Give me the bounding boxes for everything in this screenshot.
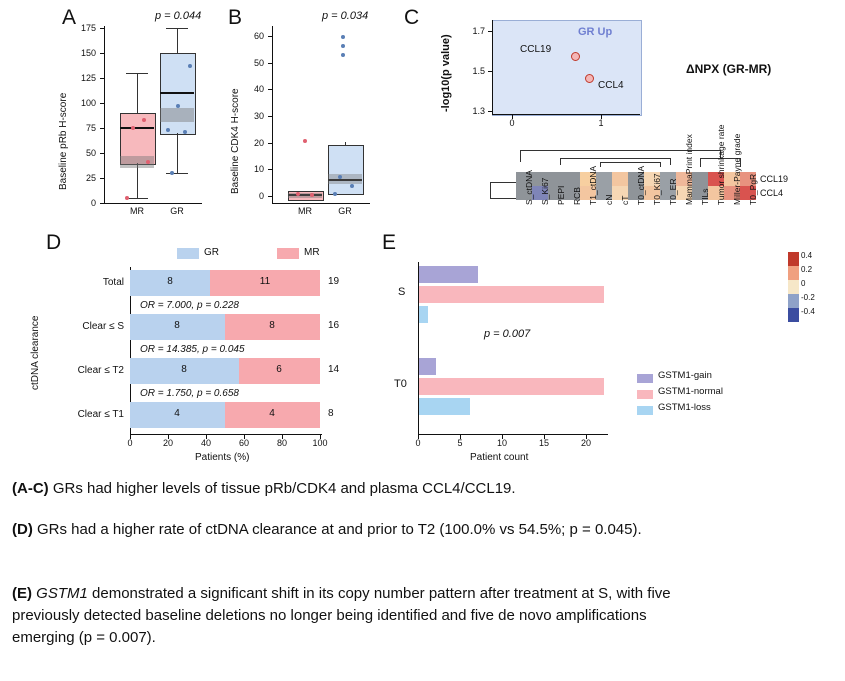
whisker-cap bbox=[126, 198, 148, 199]
colorbar-label-3: -0.2 bbox=[801, 293, 815, 302]
panel-e-legend-label-loss: GSTM1-loss bbox=[658, 402, 711, 413]
panel-d-count-gr-3: 4 bbox=[174, 408, 180, 419]
caption-paragraph-1 bbox=[12, 478, 712, 500]
panel-c-ytick-1: 1.5 bbox=[472, 66, 485, 76]
heatmap-row-ccl19: CCL19 bbox=[760, 174, 789, 184]
panel-a-ytick-2: 50 bbox=[85, 148, 96, 158]
panel-b-ytick-6: 60 bbox=[253, 31, 264, 41]
data-point bbox=[350, 184, 354, 188]
panel-a-ytick-6: 150 bbox=[80, 48, 96, 58]
panel-d-rowlabel-0: Total bbox=[102, 277, 124, 288]
panel-c-gr-up-label: GR Up bbox=[578, 26, 613, 38]
colorbar-swatch bbox=[788, 280, 799, 294]
panel-b-ytick-2: 20 bbox=[253, 138, 264, 148]
outlier-point bbox=[341, 44, 345, 48]
panel-d-xlabel: Patients (%) bbox=[195, 452, 250, 463]
caption-2-text: GRs had a higher rate of ctDNA clearance at and prior to T2 (100.0% vs 54.5%; p = 0.045). bbox=[32, 521, 642, 538]
data-point bbox=[176, 104, 180, 108]
whisker bbox=[177, 28, 178, 53]
caption-3-italic: GSTM1 bbox=[32, 585, 88, 602]
panel-b-box-gr bbox=[328, 145, 364, 195]
tick bbox=[268, 36, 272, 37]
panel-a-ytick-1: 25 bbox=[85, 173, 96, 183]
panel-d-legend-swatch-gr bbox=[177, 248, 199, 259]
panel-e-legend-swatch-normal bbox=[637, 390, 653, 399]
panel-e-xtick-0: 0 bbox=[415, 438, 421, 448]
tick bbox=[100, 78, 104, 79]
panel-b-ytick-3: 30 bbox=[253, 111, 264, 121]
panel-d-total-2: 14 bbox=[328, 364, 340, 375]
tick bbox=[268, 63, 272, 64]
panel-letter-d: D bbox=[46, 231, 62, 254]
panel-d-legend-label-mr: MR bbox=[304, 247, 320, 258]
panel-a-xaxis bbox=[104, 203, 202, 204]
panel-letter-b: B bbox=[228, 6, 243, 29]
colorbar-swatch bbox=[788, 308, 799, 322]
tick bbox=[100, 103, 104, 104]
tick bbox=[100, 153, 104, 154]
panel-c-yaxis bbox=[492, 20, 493, 114]
panel-e-bar-t0-loss bbox=[419, 398, 470, 415]
panel-a-ytick-5: 125 bbox=[80, 73, 96, 83]
colorbar-label-2: 0 bbox=[801, 279, 806, 288]
heatmap-col-5: cN bbox=[604, 194, 614, 205]
panel-d-stat-1: OR = 7.000, p = 0.228 bbox=[140, 300, 239, 311]
tick bbox=[268, 169, 272, 170]
panel-e-legend-label-normal: GSTM1-normal bbox=[658, 386, 723, 397]
caption-3-text: demonstrated a significant shift in its copy number pattern after treatment at S, with five previously detected baseline deletions no longer being identified and five de novo amplifications emerging (p = 0.007). bbox=[12, 585, 671, 646]
panel-a-pvalue: p = 0.044 bbox=[155, 10, 202, 22]
panel-d-total-0: 19 bbox=[328, 276, 340, 287]
data-point bbox=[125, 196, 129, 200]
panel-b-ci-gr bbox=[328, 174, 362, 184]
data-point bbox=[131, 126, 135, 130]
panel-e-legend-swatch-loss bbox=[637, 406, 653, 415]
caption-2-bold: (D) bbox=[12, 521, 33, 538]
panel-d-count-mr-2: 6 bbox=[276, 364, 282, 375]
panel-b-xtick-mr: MR bbox=[298, 206, 312, 216]
whisker-cap bbox=[166, 28, 188, 29]
panel-d-count-mr-3: 4 bbox=[269, 408, 275, 419]
heatmap-col-9: T0_ER bbox=[668, 178, 678, 205]
panel-b-ci-mr bbox=[288, 193, 322, 198]
outlier-point bbox=[341, 53, 345, 57]
panel-e-group-label-s: S bbox=[398, 286, 406, 298]
panel-d-xaxis bbox=[130, 434, 322, 435]
panel-e-pvalue: p = 0.007 bbox=[484, 328, 531, 340]
panel-e-xlabel: Patient count bbox=[470, 452, 529, 463]
data-point bbox=[333, 192, 337, 196]
heatmap-row-ccl4: CCL4 bbox=[760, 188, 784, 198]
panel-c-ytick-0: 1.3 bbox=[472, 106, 485, 116]
panel-e-bar-s-gain bbox=[419, 266, 478, 283]
panel-b-pvalue: p = 0.034 bbox=[322, 10, 369, 22]
panel-d-xtick-5: 100 bbox=[312, 438, 328, 448]
heatmap-col-7: T0_ctDNA bbox=[636, 165, 646, 205]
tick bbox=[268, 143, 272, 144]
panel-e-xtick-1: 5 bbox=[457, 438, 463, 448]
median-line bbox=[160, 92, 194, 94]
panel-d-xtick-3: 60 bbox=[238, 438, 249, 448]
panel-d-count-mr-0: 11 bbox=[259, 276, 271, 287]
heatmap-col-10: MammaPrint index bbox=[684, 134, 694, 205]
panel-e-bar-s-loss bbox=[419, 306, 428, 323]
tick bbox=[100, 53, 104, 54]
panel-e-xtick-2: 10 bbox=[496, 438, 507, 448]
heatmap-col-13: Miller-Payne grade bbox=[732, 133, 742, 205]
colorbar-label-4: -0.4 bbox=[801, 307, 815, 316]
tick bbox=[488, 71, 492, 72]
caption-3-bold: (E) bbox=[12, 585, 32, 602]
panel-d-total-3: 8 bbox=[328, 408, 334, 419]
panel-a-ci-gr bbox=[160, 108, 194, 122]
panel-letter-e: E bbox=[382, 231, 397, 254]
panel-b-ytick-4: 40 bbox=[253, 84, 264, 94]
panel-b-xtick-gr: GR bbox=[338, 206, 352, 216]
panel-c-ytick-2: 1.7 bbox=[472, 26, 485, 36]
panel-d-rowlabel-3: Clear ≤ T1 bbox=[77, 409, 124, 420]
panel-c-ylabel: -log10(p value) bbox=[440, 34, 452, 112]
tick bbox=[100, 128, 104, 129]
panel-d-ylabel: ctDNA clearance bbox=[30, 315, 41, 390]
tick bbox=[268, 196, 272, 197]
panel-e-legend-swatch-gain bbox=[637, 374, 653, 383]
panel-d-xtick-0: 0 bbox=[127, 438, 133, 448]
data-point bbox=[338, 175, 342, 179]
panel-c-xaxis bbox=[492, 114, 640, 115]
panel-d-xtick-1: 20 bbox=[162, 438, 173, 448]
colorbar-swatch bbox=[788, 294, 799, 308]
colorbar-label-1: 0.2 bbox=[801, 265, 813, 274]
panel-c-label-ccl4: CCL4 bbox=[598, 80, 624, 91]
panel-d-xtick-2: 40 bbox=[200, 438, 211, 448]
panel-e-group-label-t0: T0 bbox=[394, 378, 407, 390]
colorbar-swatch bbox=[788, 266, 799, 280]
panel-e-xtick-4: 20 bbox=[580, 438, 591, 448]
panel-a-yaxis bbox=[104, 26, 105, 203]
heatmap-col-11: TILs bbox=[700, 188, 710, 205]
panel-a-ytick-4: 100 bbox=[80, 98, 96, 108]
panel-a-xtick-gr: GR bbox=[170, 206, 184, 216]
panel-d-rowlabel-2: Clear ≤ T2 bbox=[77, 365, 124, 376]
panel-b-ylabel: Baseline CDK4 H-score bbox=[230, 88, 241, 194]
panel-c-title: ΔNPX (GR-MR) bbox=[686, 62, 772, 76]
colorbar-swatch bbox=[788, 252, 799, 266]
whisker bbox=[345, 142, 346, 145]
panel-c-label-ccl19: CCL19 bbox=[520, 44, 552, 55]
panel-c-point-ccl19 bbox=[571, 52, 580, 61]
panel-c-plot-region bbox=[492, 20, 642, 116]
data-point bbox=[142, 118, 146, 122]
tick bbox=[488, 111, 492, 112]
panel-c-xtick-1: 1 bbox=[598, 118, 604, 128]
panel-d-legend-swatch-mr bbox=[277, 248, 299, 259]
heatmap-col-2: PEPI bbox=[556, 185, 566, 205]
heatmap-col-6: cT bbox=[620, 195, 630, 205]
heatmap-col-12: Tumor shrinkage rate bbox=[716, 124, 726, 205]
data-point bbox=[166, 128, 170, 132]
heatmap-col-1: S_Ki67 bbox=[540, 177, 550, 205]
caption-1-text: GRs had higher levels of tissue pRb/CDK4 and plasma CCL4/CCL19. bbox=[48, 480, 516, 497]
whisker bbox=[137, 73, 138, 113]
panel-d-count-gr-1: 8 bbox=[174, 320, 180, 331]
heatmap-col-4: T1_ctDNA bbox=[588, 165, 598, 205]
panel-d-total-1: 16 bbox=[328, 320, 340, 331]
panel-d-count-mr-1: 8 bbox=[269, 320, 275, 331]
heatmap-col-8: T0_Ki67 bbox=[652, 173, 662, 205]
panel-d-count-gr-0: 8 bbox=[167, 276, 173, 287]
panel-letter-a: A bbox=[62, 6, 77, 29]
panel-c-point-ccl4 bbox=[585, 74, 594, 83]
panel-a-ylabel: Baseline pRb H-score bbox=[58, 92, 69, 190]
panel-d-xtick-4: 80 bbox=[276, 438, 287, 448]
panel-b-ytick-1: 10 bbox=[253, 164, 264, 174]
panel-letter-c: C bbox=[404, 6, 420, 29]
panel-e-xtick-3: 15 bbox=[538, 438, 549, 448]
panel-e-bar-t0-gain bbox=[419, 358, 436, 375]
heatmap-col-14: T0_PgR bbox=[748, 173, 758, 205]
whisker bbox=[177, 133, 178, 173]
tick bbox=[268, 89, 272, 90]
tick bbox=[100, 28, 104, 29]
panel-d-stat-2: OR = 14.385, p = 0.045 bbox=[140, 344, 245, 355]
panel-b-ytick-0: 0 bbox=[258, 191, 264, 201]
panel-e-legend-label-gain: GSTM1-gain bbox=[658, 370, 712, 381]
tick bbox=[100, 178, 104, 179]
outlier-point bbox=[341, 35, 345, 39]
outlier-point bbox=[303, 139, 307, 143]
panel-a-ytick-0: 0 bbox=[90, 198, 96, 208]
panel-e-bar-t0-normal bbox=[419, 378, 604, 395]
data-point bbox=[188, 64, 192, 68]
whisker bbox=[137, 163, 138, 198]
tick bbox=[488, 31, 492, 32]
heatmap-col-0: S_ctDNA bbox=[524, 170, 534, 205]
caption-paragraph-2 bbox=[12, 519, 712, 541]
panel-d-legend-label-gr: GR bbox=[204, 247, 219, 258]
panel-b-ytick-5: 50 bbox=[253, 58, 264, 68]
tick bbox=[100, 203, 104, 204]
panel-d-count-gr-2: 8 bbox=[181, 364, 187, 375]
panel-d-rowlabel-1: Clear ≤ S bbox=[82, 321, 124, 332]
data-point bbox=[310, 193, 314, 197]
colorbar-label-0: 0.4 bbox=[801, 251, 813, 260]
panel-b-yaxis bbox=[272, 26, 273, 203]
panel-b-xaxis bbox=[272, 203, 370, 204]
panel-c-xtick-0: 0 bbox=[509, 118, 515, 128]
data-point bbox=[146, 160, 150, 164]
panel-e-xaxis bbox=[418, 434, 608, 435]
panel-d-stat-3: OR = 1.750, p = 0.658 bbox=[140, 388, 239, 399]
heatmap-col-3: RCB bbox=[572, 187, 582, 205]
data-point bbox=[170, 171, 174, 175]
panel-a-ytick-3: 75 bbox=[85, 123, 96, 133]
panel-e-bar-s-normal bbox=[419, 286, 604, 303]
caption-paragraph-3 bbox=[12, 583, 712, 648]
tick bbox=[268, 116, 272, 117]
whisker-cap bbox=[126, 73, 148, 74]
median-line bbox=[120, 127, 154, 129]
panel-a-xtick-mr: MR bbox=[130, 206, 144, 216]
caption-1-bold: (A-C) bbox=[12, 480, 49, 497]
data-point bbox=[296, 192, 300, 196]
panel-a-ytick-7: 175 bbox=[80, 23, 96, 33]
data-point bbox=[183, 130, 187, 134]
